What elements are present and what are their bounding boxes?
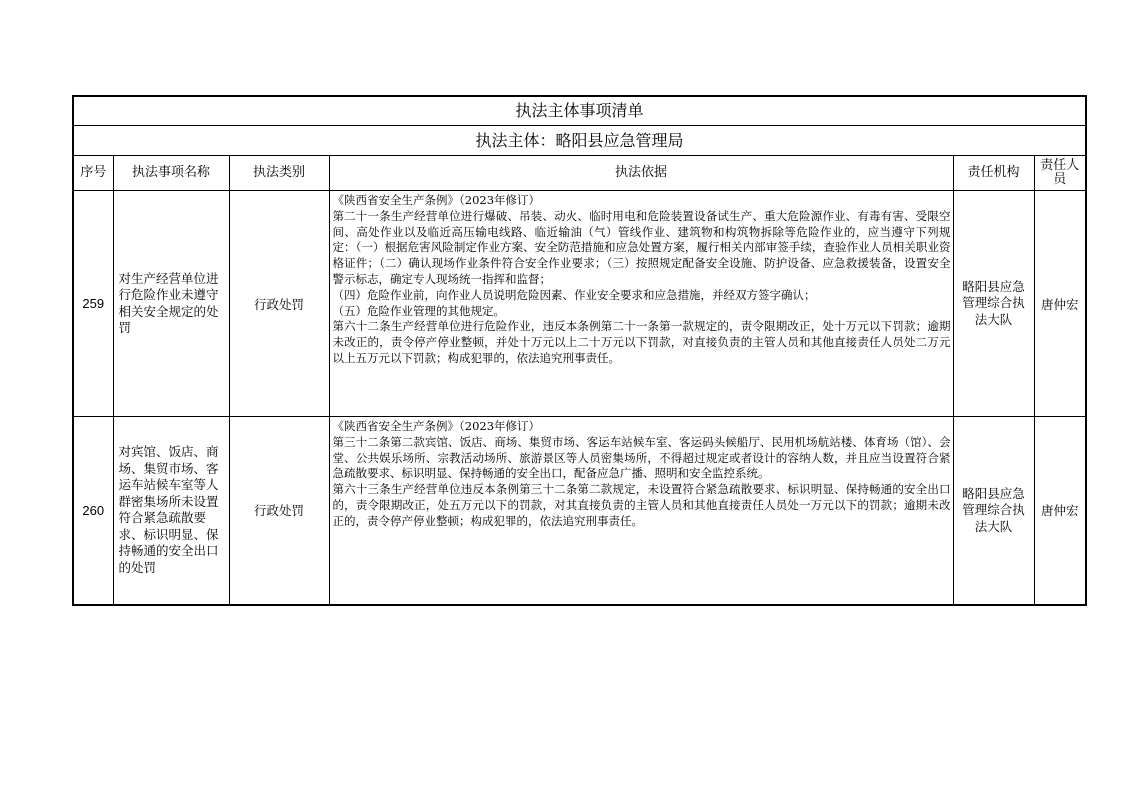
basis-paragraph: 《陕西省安全生产条例》（2023年修订） — [332, 193, 541, 207]
responsible-agency: 略阳县应急管理综合执法大队 — [953, 417, 1034, 605]
item-category: 行政处罚 — [229, 417, 329, 605]
responsible-agency: 略阳县应急管理综合执法大队 — [953, 191, 1034, 417]
enforcement-items-table — [72, 95, 1087, 606]
document-title: 执法主体事项清单 — [73, 96, 1086, 126]
header-agency: 责任机构 — [953, 156, 1034, 191]
basis-paragraph: 《陕西省安全生产条例》（2023年修订） — [332, 419, 541, 433]
row-number: 259 — [73, 191, 113, 417]
item-name: 对生产经营单位进行危险作业未遵守相关安全规定的处罚 — [113, 191, 229, 417]
responsible-person: 唐仲宏 — [1034, 191, 1086, 417]
row-number: 260 — [73, 417, 113, 605]
header-item-name: 执法事项名称 — [113, 156, 229, 191]
item-name: 对宾馆、饭店、商场、集贸市场、客运车站候车室等人群密集场所未设置符合紧急疏散要求、标识明显、保持畅通的安全出口的处罚 — [113, 417, 229, 605]
header-basis: 执法依据 — [329, 156, 953, 191]
basis-paragraph: 第三十二条第二款宾馆、饭店、商场、集贸市场、客运车站候车室、客运码头候船厅、民用机场航站楼、体育场（馆）、会堂、公共娱乐场所、宗教活动场所、旅游景区等人员密集场所，不得超过规定或者设计的容纳人数，并且应当设置符合紧急疏散要求、标识明显、保持畅通的安全出口，配备应急广播、照明和安全监控系统。 — [332, 434, 951, 481]
legal-basis — [329, 417, 953, 605]
legal-basis — [329, 191, 953, 417]
enforcement-list-sheet — [72, 95, 1085, 606]
basis-paragraph: 第六十二条生产经营单位进行危险作业，违反本条例第二十一条第一款规定的，责令限期改正，处十万元以下罚款；逾期未改正的，责令停产停业整顿，并处十万元以上二十万元以下罚款，对直接负责的主管人员和其他直接责任人员处二万元以上五万元以下罚款；构成犯罪的，依法追究刑事责任。 — [332, 319, 951, 365]
responsible-person: 唐仲宏 — [1034, 417, 1086, 605]
title-row — [73, 96, 1086, 126]
table-row — [73, 191, 1086, 417]
header-row — [73, 156, 1086, 191]
item-category: 行政处罚 — [229, 191, 329, 417]
basis-paragraph: 第六十三条生产经营单位违反本条例第三十二条第二款规定，未设置符合紧急疏散要求、标识明显、保持畅通的安全出口的，责令限期改正，处五万元以下的罚款，对其直接负责的主管人员和其他直接责任人员处一万元以下的罚款；逾期未改正的，责令停产停业整顿；构成犯罪的，依法追究刑事责任。 — [332, 482, 951, 528]
header-category: 执法类别 — [229, 156, 329, 191]
basis-paragraph: （四）危险作业前，向作业人员说明危险因素、作业安全要求和应急措施，并经双方签字确认； — [332, 287, 816, 302]
basis-paragraph: （五）危险作业管理的其他规定。 — [332, 303, 505, 318]
basis-paragraph: 第二十一条生产经营单位进行爆破、吊装、动火、临时用电和危险装置设备试生产、重大危险源作业、有毒有害、受限空间、高处作业以及临近高压输电线路、临近输油（气）管线作业、建筑物和构筑物拆除等危险作业的，应当遵守下列规定：（一）根据危害风险制定作业方案、安全防范措施和应急处置方案，履行相关内部审签手续，查验作业人员相关职业资格证件；（二）确认现场作业条件符合安全作业要求；（三）按照规定配备安全设施、防护设备、应急救援装备，设置安全警示标志，确定专人现场统一指挥和监督； — [332, 208, 951, 286]
subtitle-row — [73, 126, 1086, 156]
header-person: 责任人员 — [1034, 156, 1086, 191]
header-number: 序号 — [73, 156, 113, 191]
enforcement-subject: 执法主体：略阳县应急管理局 — [73, 126, 1086, 156]
table-row — [73, 417, 1086, 605]
